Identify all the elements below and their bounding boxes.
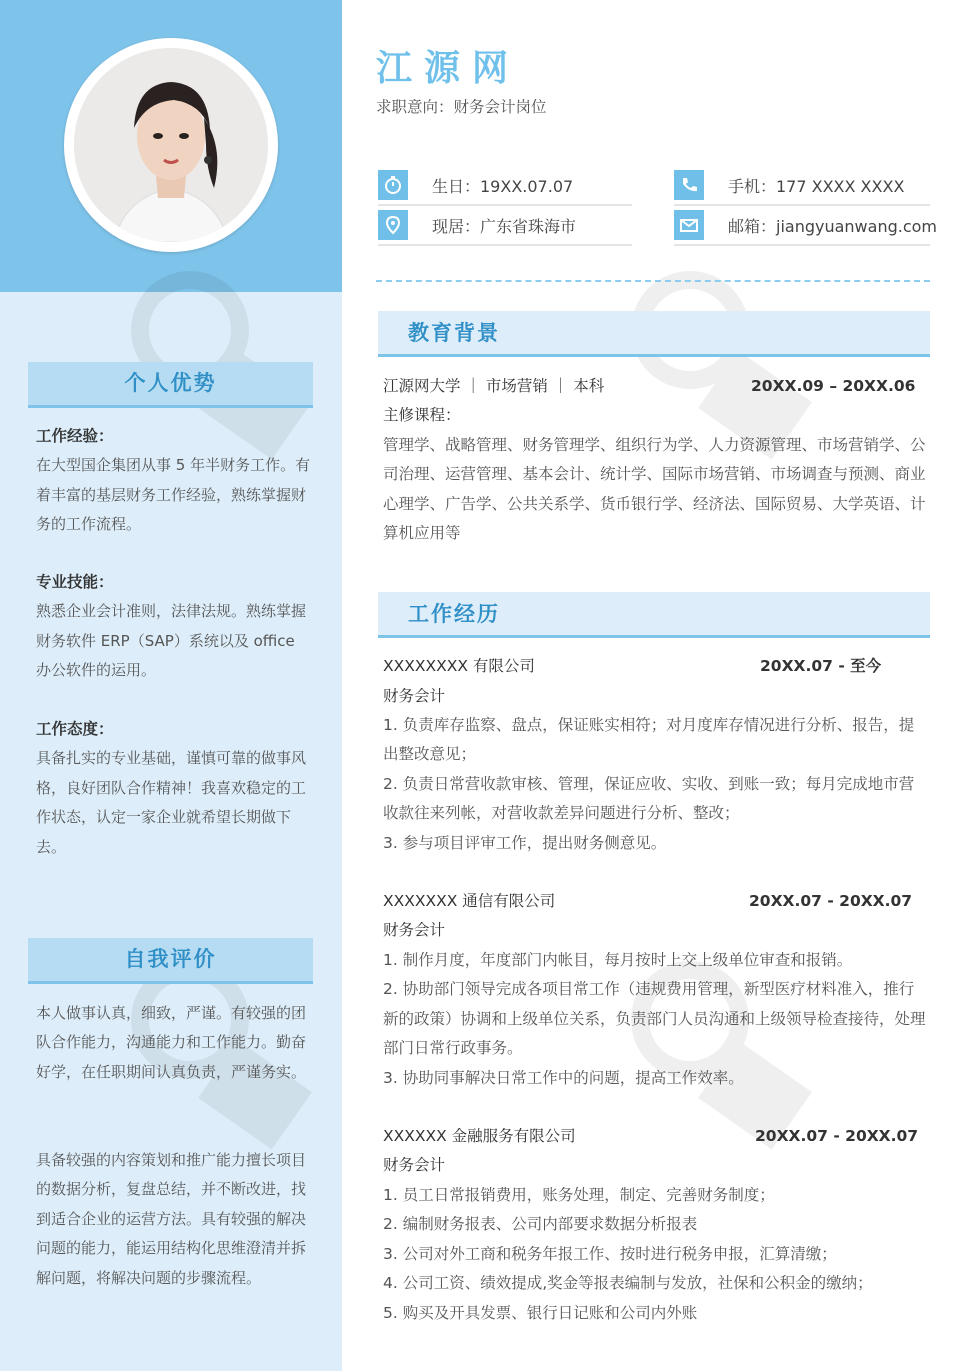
self-eval-text: 具备较强的内容策划和推广能力擅长项目的数据分析，复盘总结，并不断改进，找到适合企业的运营方法。具有较强的解决问题的能力，能运用结构化思维澄清并拆解问题，将解决问题的步骤流程。 — [36, 1151, 307, 1287]
strength-text: 具备扎实的专业基础，谨慎可靠的做事风格，良好团队合作精神！我喜欢稳定的工作状态，认定一家企业就希望长期做下去。 — [36, 749, 307, 856]
self-eval-paragraph — [36, 999, 312, 1087]
job-role: 财务会计 — [383, 687, 446, 705]
duty-item: 4. 公司工资、绩效提成,奖金等报表编制与发放，社保和公积金的缴纳； — [383, 1274, 873, 1293]
duty-item: 3. 公司对外工商和税务年报工作、按时进行税务申报，汇算清缴； — [383, 1244, 837, 1263]
duty-item: 1. 制作月度，年度部门内帐目，每月按时上交上级单位审查和报销。 — [383, 951, 853, 969]
duty-item: 1. 负责库存监察、盘点，保证账实相符；对月度库存情况进行分析、报告，提出整改意见； — [383, 716, 915, 764]
phone-text: 手机：177 XXXX XXXX — [728, 177, 905, 196]
job-company: XXXXXX 金融服务有限公司 — [383, 1127, 576, 1145]
info-residence — [378, 210, 632, 246]
strength-attitude — [36, 715, 312, 862]
dashed-divider — [376, 280, 930, 282]
job-date: 20XX.07 - 至今 — [760, 657, 882, 675]
duty-item: 3. 参与项目评审工作，提出财务侧意见。 — [383, 833, 667, 852]
divider — [378, 204, 632, 206]
work-section-header — [378, 592, 930, 638]
work-title: 工作经历 — [408, 602, 500, 626]
job-company: XXXXXXX 通信有限公司 — [383, 892, 556, 910]
course-label: 主修课程： — [383, 406, 461, 424]
duty-item: 1. 员工日常报销费用，账务处理，制定、完善财务制度； — [383, 1186, 775, 1204]
job-date: 20XX.07 - 20XX.07 — [755, 1127, 919, 1145]
strengths-section-header — [28, 362, 313, 408]
self-eval-paragraph — [36, 1146, 312, 1293]
email-text: 邮箱：jiangyuanwang.com — [728, 217, 937, 236]
duty-item: 2. 编制财务报表、公司内部要求数据分析报表 — [383, 1215, 698, 1234]
birthday-text: 生日：19XX.07.07 — [432, 177, 574, 196]
mail-icon — [674, 210, 704, 240]
avatar — [74, 48, 268, 242]
job-date: 20XX.07 - 20XX.07 — [749, 892, 913, 910]
strength-heading: 工作经验： — [36, 427, 114, 445]
candidate-name: 江源网 — [376, 48, 521, 89]
stopwatch-icon — [378, 170, 408, 200]
education-section-header — [378, 311, 930, 357]
school-line: 江源网大学 ｜ 市场营销 ｜ 本科 — [383, 377, 605, 395]
avatar-portrait-icon — [74, 48, 268, 242]
strength-experience — [36, 422, 312, 540]
job-role: 财务会计 — [383, 921, 446, 939]
duty-item: 2. 负责日常营收款审核、管理，保证应收、实收、到账一致；每月完成地市营收款往来列帐，对营收款差异问题进行分析、整改； — [383, 774, 915, 823]
strengths-title: 个人优势 — [124, 371, 217, 395]
education-title: 教育背景 — [408, 321, 500, 345]
education-date: 20XX.09 – 20XX.06 — [751, 377, 916, 395]
duty-item: 3. 协助同事解决日常工作中的问题，提高工作效率。 — [383, 1068, 744, 1087]
self-eval-title: 自我评价 — [124, 947, 217, 971]
divider — [674, 204, 930, 206]
info-birthday — [378, 170, 632, 206]
job-duties — [383, 1181, 928, 1328]
strength-skills — [36, 568, 312, 686]
location-pin-icon — [378, 210, 408, 240]
duty-item: 5. 购买及开具发票、银行日记账和公司内外账 — [383, 1303, 698, 1322]
divider — [378, 244, 632, 246]
divider — [674, 244, 930, 246]
strength-text: 在大型国企集团从事 5 年半财务工作。有着丰富的基层财务工作经验，熟练掌握财务的工作流程。 — [36, 456, 311, 534]
strength-text: 熟悉企业会计准则，法律法规。熟练掌握财务软件 ERP（SAP）系统以及 office 办公软件的运用。 — [36, 602, 307, 680]
phone-icon — [674, 170, 704, 200]
info-phone — [674, 170, 930, 206]
course-text: 管理学、战略管理、财务管理学、组织行为学、人力资源管理、市场营销学、公司治理、运营管理、基本会计、统计学、国际市场营销、市场调查与预测、商业心理学、广告学、公共关系学、货币银行学、经济法、国际贸易、大学英语、计算机应用等 — [383, 436, 926, 543]
job-intent: 求职意向：财务会计岗位 — [376, 98, 547, 116]
self-eval-text: 本人做事认真，细致，严谨。有较强的团队合作能力，沟通能力和工作能力。勤奋好学，在任职期间认真负责，严谨务实。 — [36, 1004, 307, 1081]
residence-text: 现居：广东省珠海市 — [432, 217, 577, 236]
course-list — [383, 431, 928, 549]
strength-heading: 专业技能： — [36, 573, 114, 591]
job-company: XXXXXXXX 有限公司 — [383, 657, 535, 675]
duty-item: 2. 协助部门领导完成各项目常工作（违规费用管理，新型医疗材料准入，推行新的政策）协调和上级单位关系，负责部门人员沟通和上级领导检查接待，处理部门日常行政事务。 — [383, 980, 926, 1058]
self-eval-section-header — [28, 938, 313, 984]
strength-heading: 工作态度： — [36, 720, 114, 738]
info-email — [674, 210, 937, 246]
job-role: 财务会计 — [383, 1156, 446, 1174]
job-duties — [383, 711, 928, 858]
job-duties — [383, 946, 928, 1093]
